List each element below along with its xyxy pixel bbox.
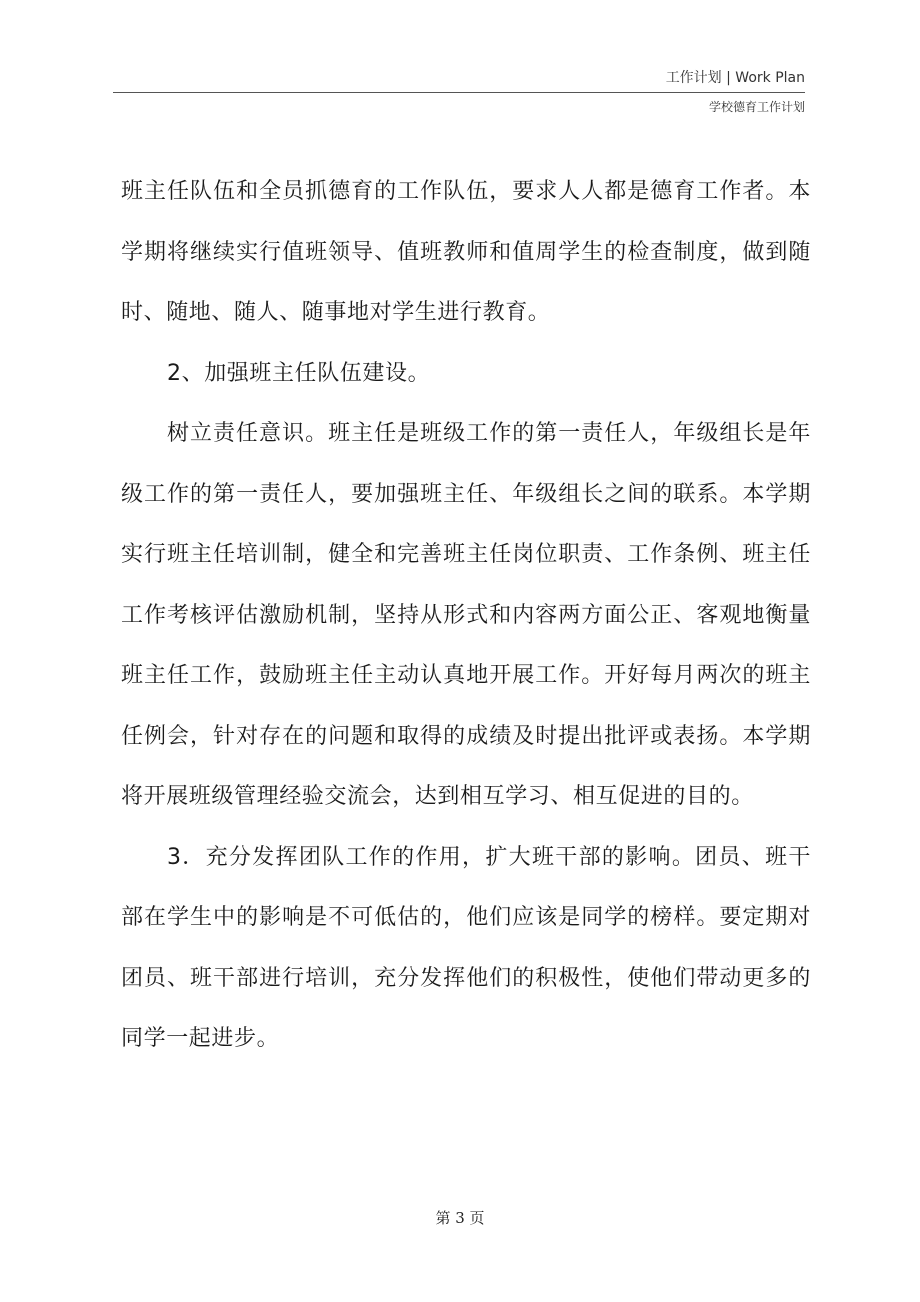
document-body — [121, 162, 811, 1070]
header-title: 工作计划 | Work Plan — [665, 70, 805, 86]
page-header — [113, 68, 805, 114]
paragraph-responsibility: 树立责任意识。班主任是班级工作的第一责任人，年级组长是年级工作的第一责任人，要加强班主任、年级组长之间的联系。本学期实行班主任培训制，健全和完善班主任岗位职责、工作条例、班主任工作考核评估激励机制，坚持从形式和内容两方面公正、客观地衡量班主任工作，鼓励班主任主动认真地开展工作。开好每月两次的班主任例会，针对存在的问题和取得的成绩及时提出批评或表扬。本学期将开展班级管理经验交流会，达到相互学习、相互促进的目的。 — [121, 421, 811, 809]
section-heading-3: 3．充分发挥团队工作的作用，扩大班干部的影响。团员、班干部在学生中的影响是不可低估的，他们应该是同学的榜样。要定期对团员、班干部进行培训，充分发挥他们的积极性，使他们带动更多的同学一起进步。 — [121, 844, 811, 1051]
section-heading-2: 2、加强班主任队伍建设。 — [167, 360, 431, 386]
page-number: 第 3 页 — [435, 1209, 485, 1227]
header-subtitle: 学校德育工作计划 — [708, 100, 805, 114]
paragraph-continuation: 班主任队伍和全员抓德育的工作队伍，要求人人都是德育工作者。本学期将继续实行值班领导、值班教师和值周学生的检查制度，做到随时、随地、随人、随事地对学生进行教育。 — [121, 179, 811, 325]
header-divider — [113, 92, 805, 93]
